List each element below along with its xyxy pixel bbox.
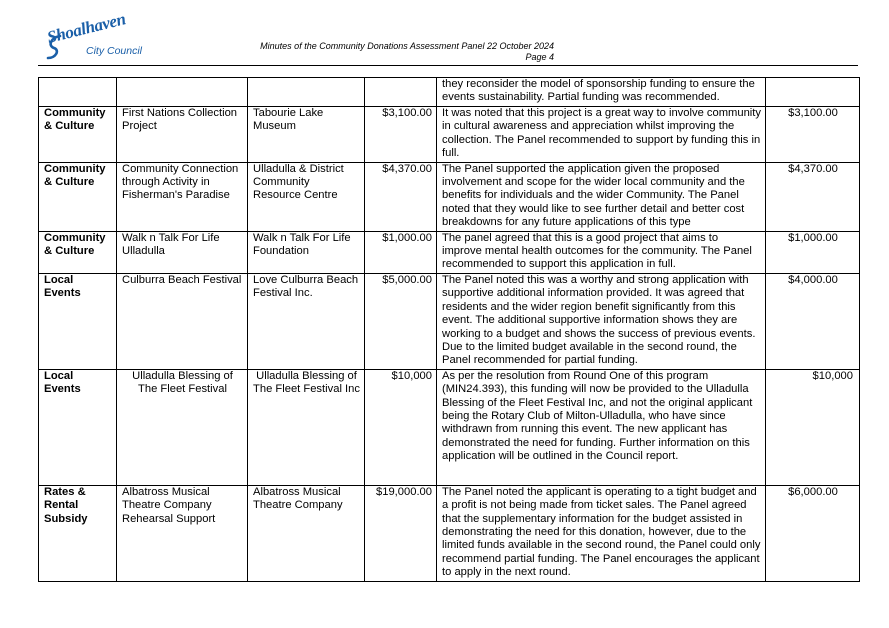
page-number: Page 4 — [525, 52, 554, 62]
header-divider — [38, 65, 858, 66]
document-title: Minutes of the Community Donations Assessment Panel 22 October 2024 — [260, 41, 554, 51]
category-cell: Rates & Rental Subsidy — [39, 485, 117, 581]
project-cell: Walk n Talk For Life Ulladulla — [117, 231, 248, 273]
category-cell: Community & Culture — [39, 231, 117, 273]
table-row — [39, 273, 860, 369]
table-row — [39, 231, 860, 273]
requested-cell: $3,100.00 — [365, 107, 437, 163]
category-cell: Community & Culture — [39, 162, 117, 231]
category-cell: Local Events — [39, 369, 117, 485]
comments-cell: As per the resolution from Round One of this program (MIN24.393), this funding will now be provided to the Ulladulla Blessing of the Fleet Festival Inc, and not the original applicant being the Rotary Club of Milton-Ulladulla, who have since withdrawn from running this event. The new applicant has demonstrated the need for funding. Further information on this application will be outlined in the Council report. — [437, 369, 766, 485]
recommended-cell: $10,000 — [766, 369, 860, 485]
category-cell: Local Events — [39, 273, 117, 369]
applicant-cell: Love Culburra Beach Festival Inc. — [248, 273, 365, 369]
applicant-cell: Ulladulla Blessing of The Fleet Festival Inc — [248, 369, 365, 485]
table-row — [39, 107, 860, 163]
council-logo — [45, 9, 146, 64]
requested-cell — [365, 78, 437, 107]
requested-cell: $5,000.00 — [365, 273, 437, 369]
recommended-cell: $4,000.00 — [766, 273, 860, 369]
comments-cell: The panel agreed that this is a good project that aims to improve mental health outcomes for the community. The Panel recommended to support this application in full. — [437, 231, 766, 273]
category-cell — [39, 78, 117, 107]
requested-cell: $4,370.00 — [365, 162, 437, 231]
project-cell: Culburra Beach Festival — [117, 273, 248, 369]
project-cell: Albatross Musical Theatre Company Rehearsal Support — [117, 485, 248, 581]
comments-cell: The Panel noted this was a worthy and strong application with supportive additional information provided. It was agreed that residents and the wider region benefit significantly from this event. The additional supportive information shows they are working to a budget and shows the success of previous events. Due to the limited budget available in the second round, the Panel recommended for partial funding. — [437, 273, 766, 369]
category-cell: Community & Culture — [39, 107, 117, 163]
comments-cell: The Panel supported the application given the proposed involvement and scope for the wider local community and the benefits for individuals and the wider Community. The Panel noted that they would like to see further detail and better cost breakdowns for any future applications of this type — [437, 162, 766, 231]
recommended-cell: $4,370.00 — [766, 162, 860, 231]
project-cell — [117, 78, 248, 107]
table-row — [39, 369, 860, 485]
project-cell: First Nations Collection Project — [117, 107, 248, 163]
recommended-cell: $6,000.00 — [766, 485, 860, 581]
comments-cell: It was noted that this project is a great way to involve community in cultural awareness and appreciation whilst improving the collection. The Panel recommended to support by funding this in full. — [437, 107, 766, 163]
applicant-cell: Albatross Musical Theatre Company — [248, 485, 365, 581]
recommended-cell: $3,100.00 — [766, 107, 860, 163]
logo-text-bottom: City Council — [86, 45, 143, 57]
requested-cell: $1,000.00 — [365, 231, 437, 273]
requested-cell: $10,000 — [365, 369, 437, 485]
project-cell: Ulladulla Blessing of The Fleet Festival — [117, 369, 248, 485]
project-cell: Community Connection through Activity in Fisherman's Paradise — [117, 162, 248, 231]
table-row — [39, 78, 860, 107]
donations-table — [38, 77, 860, 582]
requested-cell: $19,000.00 — [365, 485, 437, 581]
comments-cell: they reconsider the model of sponsorship funding to ensure the events sustainability. Partial funding was recommended. — [437, 78, 766, 107]
table-row — [39, 485, 860, 581]
applicant-cell: Ulladulla & District Community Resource Centre — [248, 162, 365, 231]
recommended-cell — [766, 78, 860, 107]
recommended-cell: $1,000.00 — [766, 231, 860, 273]
table-row — [39, 162, 860, 231]
comments-cell: The Panel noted the applicant is operating to a tight budget and a profit is not being made from ticket sales. The Panel agreed that the supplementary information for the budget assisted in demonstrating the need for this donation, however, due to the limited funds available in the second round, the Panel could only recommend partial funding. The Panel encourages the applicant to apply in the next round. — [437, 485, 766, 581]
applicant-cell — [248, 78, 365, 107]
applicant-cell: Tabourie Lake Museum — [248, 107, 365, 163]
applicant-cell: Walk n Talk For Life Foundation — [248, 231, 365, 273]
logo-text-top: Shoalhaven — [45, 9, 128, 48]
